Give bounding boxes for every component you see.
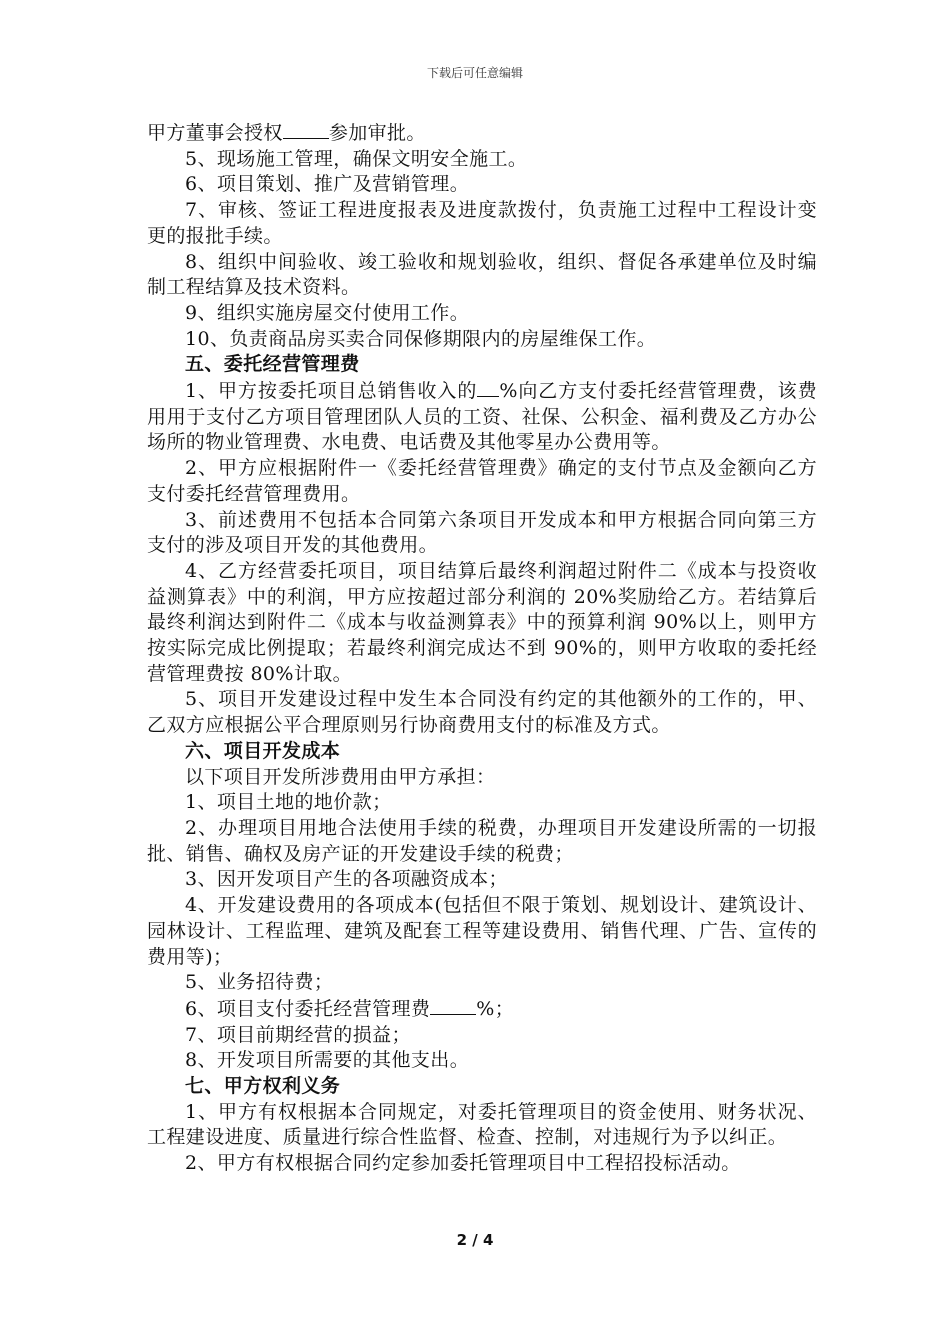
paragraph-text: %向乙方支付委托经营管理费，该费用用于支付乙方项目管理团队人员的工资、社保、公积金、福利费及乙方办公场所的物业管理费、水电费、电话费及其他零星办公费用等。 bbox=[147, 380, 817, 454]
paragraph: 4、开发建设费用的各项成本(包括但不限于策划、规划设计、建筑设计、园林设计、工程监理、建筑及配套工程等建设费用、销售代理、广告、宣传的费用等)； bbox=[147, 894, 817, 968]
paragraph: 5、业务招待费； bbox=[185, 971, 334, 994]
paragraph: 2、甲方有权根据合同约定参加委托管理项目中工程招投标活动。 bbox=[185, 1152, 741, 1175]
paragraph-text: 1、甲方按委托项目总销售收入的 bbox=[185, 380, 478, 403]
paragraph: 5、项目开发建设过程中发生本合同没有约定的其他额外的工作的，甲、乙双方应根据公平合理原则另行协商费用支付的标准及方式。 bbox=[147, 688, 817, 737]
paragraph: 9、组织实施房屋交付使用工作。 bbox=[185, 301, 470, 324]
paragraph: 5、现场施工管理，确保文明安全施工。 bbox=[185, 147, 528, 170]
paragraph-text: 6、项目支付委托经营管理费 bbox=[185, 997, 431, 1020]
section-heading: 五、委托经营管理费 bbox=[185, 353, 360, 376]
paragraph bbox=[147, 378, 817, 456]
fill-blank bbox=[283, 120, 329, 139]
paragraph: 2、甲方应根据附件一《委托经营管理费》确定的支付节点及金额向乙方支付委托经营管理费用。 bbox=[147, 457, 817, 505]
paragraph: 4、乙方经营委托项目，项目结算后最终利润超过附件二《成本与投资收益测算表》中的利润，甲方应按超过部分利润的 20%奖励给乙方。若结算后最终利润达到附件二《成本与收益测算表》中的预算利润 90%以上，则甲方按实际完成比例提取；若最终利润完成达不到 90%的，则甲方收取的委托经营管理费按 80%计取。 bbox=[147, 559, 817, 685]
paragraph bbox=[147, 996, 817, 1023]
paragraph: 2、办理项目用地合法使用手续的税费，办理项目开发建设所需的一切报批、销售、确权及房产证的开发建设手续的税费； bbox=[147, 816, 817, 865]
document-body bbox=[147, 120, 817, 1177]
paragraph-text: 参加审批。 bbox=[328, 122, 426, 144]
paragraph: 6、项目策划、推广及营销管理。 bbox=[185, 173, 470, 196]
paragraph: 1、甲方有权根据本合同规定，对委托管理项目的资金使用、财务状况、工程建设进度、质量进行综合性监督、检查、控制，对违规行为予以纠正。 bbox=[147, 1100, 817, 1149]
section-heading: 七、甲方权利义务 bbox=[185, 1075, 341, 1098]
page-header: 下载后可任意编辑 bbox=[426, 66, 523, 80]
section-heading: 六、项目开发成本 bbox=[185, 739, 341, 762]
paragraph: 以下项目开发所涉费用由甲方承担： bbox=[185, 765, 496, 788]
paragraph: 3、因开发项目产生的各项融资成本； bbox=[185, 868, 508, 891]
paragraph: 7、审核、签证工程进度报表及进度款拨付，负责施工过程中工程设计变更的报批手续。 bbox=[147, 199, 817, 247]
paragraph: 8、开发项目所需要的其他支出。 bbox=[185, 1049, 470, 1072]
paragraph: 10、负责商品房买卖合同保修期限内的房屋维保工作。 bbox=[185, 327, 657, 350]
paragraph: 7、项目前期经营的损益； bbox=[185, 1023, 411, 1046]
fill-blank bbox=[430, 996, 476, 1015]
paragraph: 1、项目土地的地价款； bbox=[185, 791, 392, 814]
paragraph bbox=[147, 120, 817, 147]
page-number: 2 / 4 bbox=[456, 1231, 494, 1249]
paragraph-text: %； bbox=[476, 997, 515, 1020]
paragraph-text: 甲方董事会授权 bbox=[147, 122, 283, 144]
fill-blank bbox=[477, 378, 499, 397]
paragraph: 3、前述费用不包括本合同第六条项目开发成本和甲方根据合同向第三方支付的涉及项目开发的其他费用。 bbox=[147, 508, 817, 557]
paragraph: 8、组织中间验收、竣工验收和规划验收，组织、督促各承建单位及时编制工程结算及技术资料。 bbox=[147, 250, 817, 299]
